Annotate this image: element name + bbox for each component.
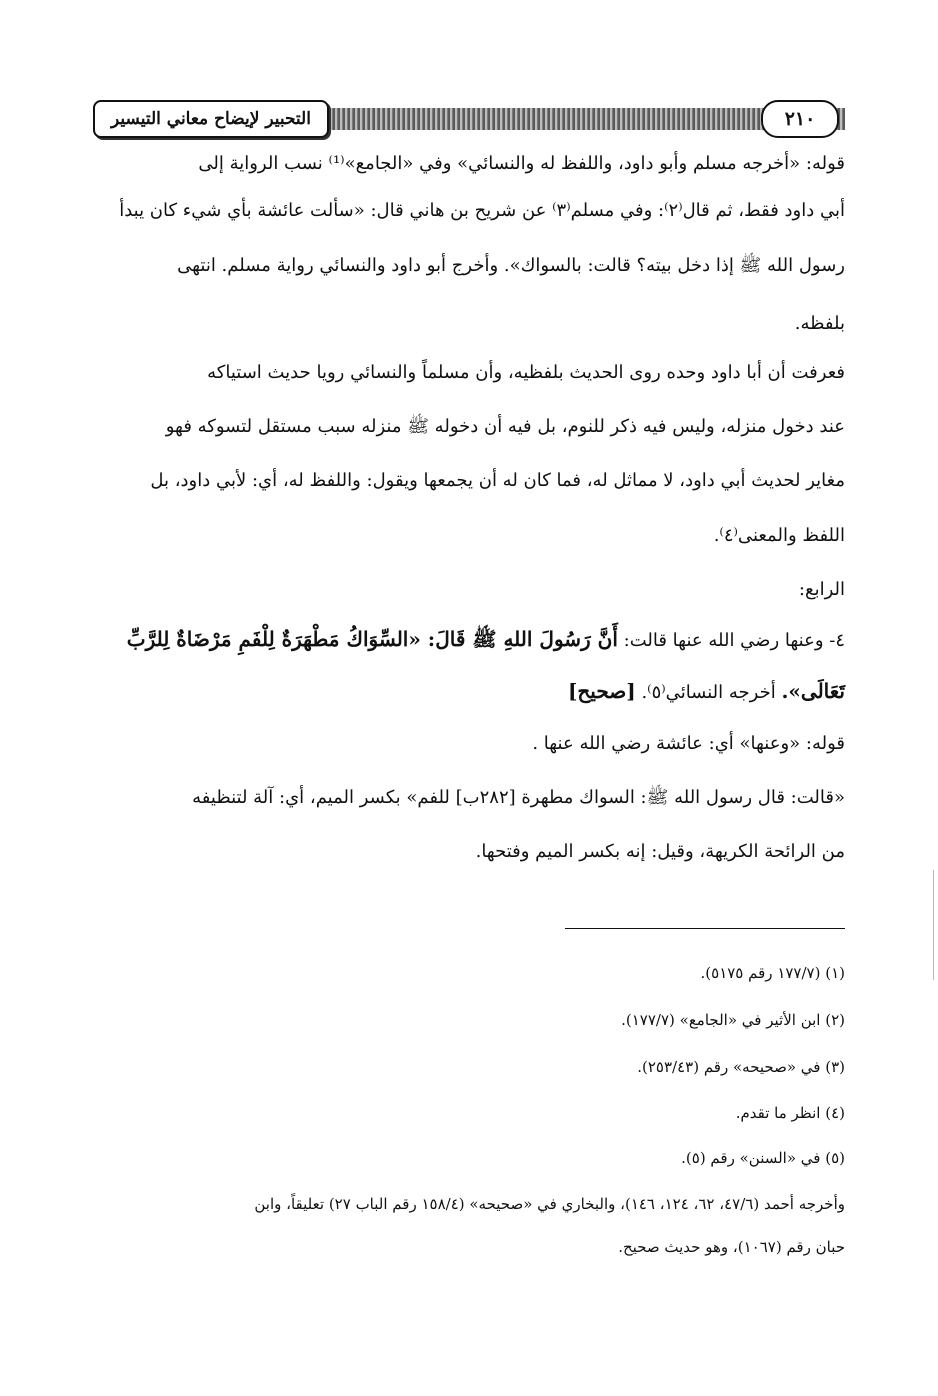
footnote-2: (٢) ابن الأثير في «الجامع» (١٧٧/٧). <box>621 1011 845 1029</box>
p1-line-2: أبي داود فقط، ثم قال⁽٢⁾: وفي مسلم⁽٣⁾ عن شريح بن هاني قال: «سألت عائشة بأي شيء كان يبدأ <box>119 200 845 221</box>
hadith-source: أخرجه النسائي⁽٥⁾. <box>641 682 776 703</box>
scan-edge-mark <box>933 870 934 980</box>
hadith-grade: [صحيح] <box>567 679 636 703</box>
footnote-5-extra-line-1: وأخرجه أحمد (٤٧/٦، ٦٢، ١٢٤، ١٤٦)، والبخاري في «صحيحه» (١٥٨/٤ رقم الباب ٢٧) تعليقاً، وابن <box>254 1195 845 1213</box>
hadith-prefix: ٤- وعنها رضي الله عنها قالت: <box>623 630 845 651</box>
commentary-2-line-1: «قالت: قال رسول الله ﷺ: السواك مطهرة [٢٨٢ب] للفم» بكسر الميم، أي: آلة لتنظيفه <box>192 787 845 808</box>
footnote-5-extra-line-2: حبان رقم (١٠٦٧)، وهو حديث صحيح. <box>618 1238 845 1256</box>
footnote-5: (٥) في «السنن» رقم (٥). <box>681 1149 845 1167</box>
footnote-4: (٤) انظر ما تقدم. <box>735 1104 845 1122</box>
p2-line-4: اللفظ والمعنى⁽٤⁾. <box>713 525 845 546</box>
commentary-2-line-2: من الرائحة الكريهة، وقيل: إنه بكسر الميم وفتحها. <box>475 841 845 862</box>
p1-line-3: رسول الله ﷺ إذا دخل بيته؟ قالت: بالسواك». وأخرج أبو داود والنسائي رواية مسلم. انتهى <box>177 255 845 276</box>
hadith-text-1: أَنَّ رَسُولَ اللهِ ﷺ قَالَ: «السِّوَاكُ مَطْهَرَةٌ لِلْفَمِ مَرْضَاةٌ لِلرَّبِّ <box>126 627 618 651</box>
hadith-line-1 <box>93 618 845 662</box>
p2-line-3: مغاير لحديث أبي داود، لا مماثل له، فما كان له أن يجمعها ويقول: واللفظ له، أي: لأبي داود، بل <box>150 470 845 491</box>
hadith-line-2 <box>93 670 845 714</box>
footnote-1: (١) (١٧٧/٧ رقم ٥١٧٥). <box>700 964 845 982</box>
book-title: التحبير لإيضاح معاني التيسير <box>93 100 329 138</box>
hadith-text-2: تَعَالَى». <box>781 679 845 703</box>
section-label: الرابع: <box>798 579 845 600</box>
p1-line-4: بلفظه. <box>794 313 845 334</box>
footnote-separator <box>565 928 845 929</box>
running-header <box>93 100 845 140</box>
page-number: ٢١٠ <box>761 100 839 138</box>
commentary-1: قوله: «وعنها» أي: عائشة رضي الله عنها . <box>532 733 845 754</box>
p2-line-1: فعرفت أن أبا داود وحده روى الحديث بلفظيه، وأن مسلماً والنسائي رويا حديث استياكه <box>207 362 845 383</box>
p2-line-2: عند دخول منزله، وليس فيه ذكر للنوم، بل فيه أن دخوله ﷺ منزله سبب مستقل لتسوكه فهو <box>165 416 845 437</box>
footnote-3: (٣) في «صحيحه» رقم (٢٥٣/٤٣). <box>637 1058 845 1076</box>
p1-line-1: قوله: «أخرجه مسلم وأبو داود، واللفظ له والنسائي» وفي «الجامع»⁽¹⁾ نسب الرواية إلى <box>198 153 845 174</box>
